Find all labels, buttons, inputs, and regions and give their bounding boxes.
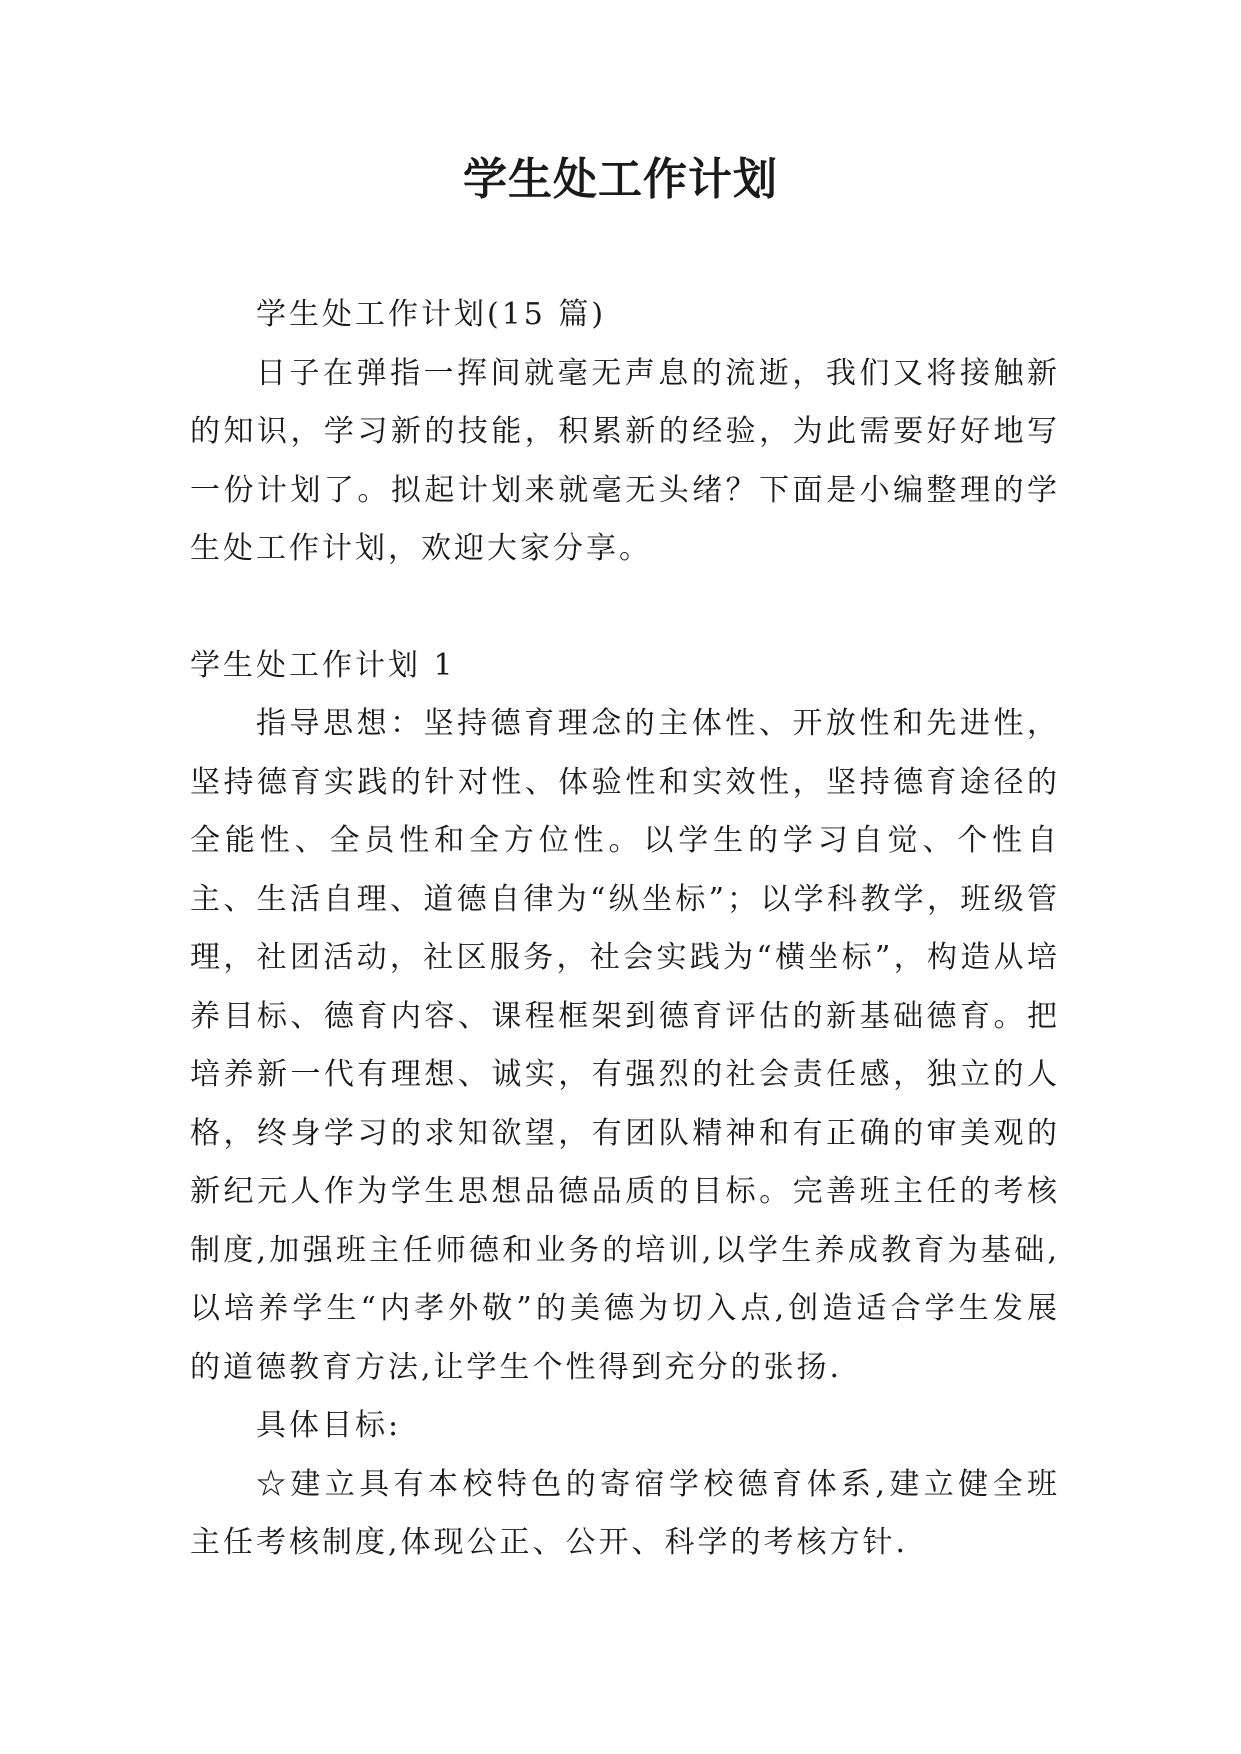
document-body	[190, 286, 1060, 1573]
goal-item-paragraph: ☆建立具有本校特色的寄宿学校德育体系,建立健全班主任考核制度,体现公正、公开、科学的考核方针.	[190, 1466, 1060, 1560]
subtitle-paragraph: 学生处工作计划(15 篇)	[256, 297, 607, 332]
specific-goals-heading: 具体目标:	[256, 1408, 402, 1443]
intro-paragraph: 日子在弹指一挥间就毫无声息的流逝，我们又将接触新的知识，学习新的技能，积累新的经验，为此需要好好地写一份计划了。拟起计划来就毫无头绪？下面是小编整理的学生处工作计划，欢迎大家分享。	[190, 355, 1060, 566]
document-title: 学生处工作计划	[463, 154, 778, 205]
section-heading: 学生处工作计划 1	[190, 647, 456, 683]
guiding-thought-paragraph: 指导思想：坚持德育理念的主体性、开放性和先进性，坚持德育实践的针对性、体验性和实效性，坚持德育途径的全能性、全员性和全方位性。以学生的学习自觉、个性自主、生活自理、道德自律为“纵坐标”；以学科教学，班级管理，社团活动，社区服务，社会实践为“横坐标”，构造从培养目标、德育内容、课程框架到德育评估的新基础德育。把培养新一代有理想、诚实，有强烈的社会责任感，独立的人格，终身学习的求知欲望，有团队精神和有正确的审美观的新纪元人作为学生思想品德品质的目标。完善班主任的考核制度,加强班主任师德和业务的培训,以学生养成教育为基础,以培养学生“内孝外敬”的美德为切入点,创造适合学生发展的道德教育方法,让学生个性得到充分的张扬.	[190, 706, 1060, 1385]
